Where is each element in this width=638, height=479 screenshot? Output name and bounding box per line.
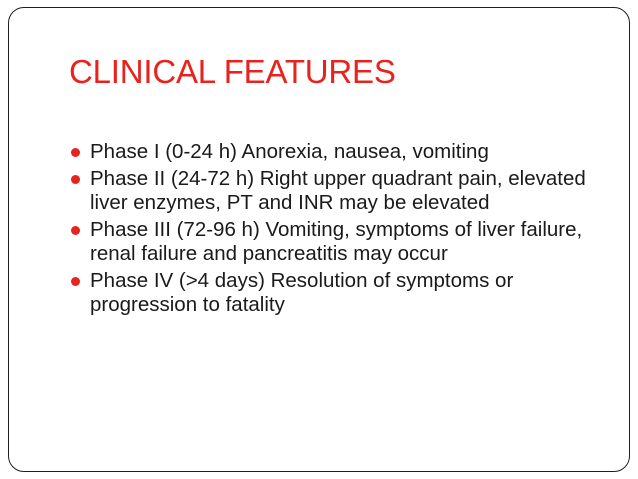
bullet-item-phase-2 (69, 167, 589, 216)
round-bullet-icon (71, 277, 80, 286)
bullet-list (69, 140, 589, 320)
bullet-text: Phase IV (>4 days) Resolution of symptoms or progression to fatality (90, 268, 514, 316)
bullet-text: Phase III (72-96 h) Vomiting, symptoms of liver failure, renal failure and pancreatitis may occur (90, 217, 583, 265)
bullet-item-phase-1 (69, 140, 589, 165)
round-bullet-icon (71, 226, 80, 235)
bullet-item-phase-3 (69, 218, 589, 267)
round-bullet-icon (71, 148, 80, 157)
slide-title: CLINICAL FEATURES (69, 53, 396, 90)
bullet-item-phase-4 (69, 269, 589, 318)
bullet-text: Phase II (24-72 h) Right upper quadrant pain, elevated liver enzymes, PT and INR may be elevated (90, 166, 586, 214)
round-bullet-icon (71, 175, 80, 184)
bullet-text: Phase I (0-24 h) Anorexia, nausea, vomiting (90, 140, 489, 163)
